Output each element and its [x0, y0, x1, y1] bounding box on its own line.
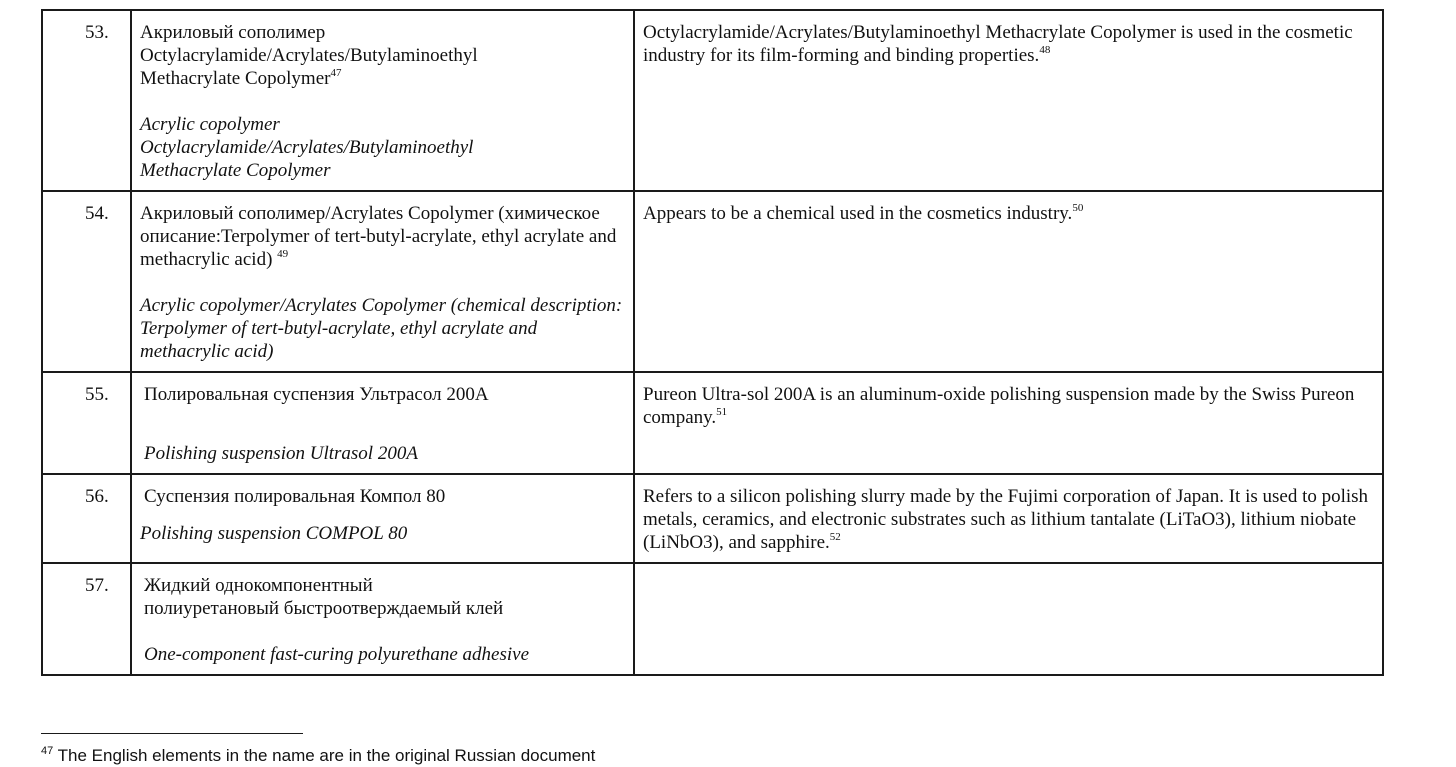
row-number: 53. [42, 10, 131, 191]
row-number: 54. [42, 191, 131, 372]
footnote-ref[interactable]: 48 [1039, 44, 1051, 56]
name-russian: Жидкий однокомпонентный полиуретановый быстроотверждаемый клей [144, 575, 504, 619]
description-cell [634, 474, 1383, 563]
substance-name-cell [131, 372, 634, 474]
description-cell [634, 563, 1383, 675]
footnote-text: The English elements in the name are in the original Russian document [53, 746, 596, 765]
row-number: 57. [42, 563, 131, 675]
name-russian: Полировальная суспензия Ультрасол 200А [144, 384, 489, 405]
table-row [42, 563, 1383, 675]
row-number: 55. [42, 372, 131, 474]
table-row [42, 474, 1383, 563]
table-row [42, 191, 1383, 372]
footnote-ref[interactable]: 49 [277, 248, 289, 260]
footnote-ref[interactable]: 47 [330, 67, 342, 79]
substances-table [41, 9, 1384, 676]
footnote-ref[interactable]: 51 [716, 406, 728, 418]
description-cell [634, 191, 1383, 372]
footnote-ref[interactable]: 52 [829, 531, 841, 543]
table-row [42, 372, 1383, 474]
name-russian: Суспензия полировальная Компол 80 [144, 486, 446, 507]
description-text: Octylacrylamide/Acrylates/Butylaminoethyl Methacrylate Copolymer is used in the cosmetic industry for its film-forming and binding properties. [643, 22, 1353, 66]
name-english: Polishing suspension COMPOL 80 [140, 523, 408, 544]
name-russian: Акриловый сополимер Octylacrylamide/Acrylates/Butylaminoethyl Methacrylate Copolymer$^{47}$ [140, 22, 478, 89]
row-number: 56. [42, 474, 131, 563]
footnote [41, 745, 595, 767]
name-english: One-component fast-curing polyurethane adhesive [144, 644, 530, 665]
substance-name-cell [131, 474, 634, 563]
name-english: Acrylic copolymer Octylacrylamide/Acrylates/Butylaminoethyl Methacrylate Copolymer [140, 114, 474, 181]
substance-name-cell [131, 563, 634, 675]
description-text: Appears to be a chemical used in the cosmetics industry. [643, 203, 1073, 224]
description-text: Refers to a silicon polishing slurry made by the Fujimi corporation of Japan. It is used to polish metals, ceramics, and electronic substrates such as lithium tantalate (LiTaO3), lithium niobate (LiNbO3), and sapphire. [643, 486, 1369, 553]
description-text: Pureon Ultra-sol 200A is an aluminum-oxide polishing suspension made by the Swiss Pureon company. [643, 384, 1355, 428]
footnote-marker: 47 [41, 745, 54, 757]
footnote-ref[interactable]: 50 [1072, 202, 1084, 214]
description-cell [634, 10, 1383, 191]
name-english: Acrylic copolymer/Acrylates Copolymer (chemical description: Terpolymer of tert-butyl-acrylate, ethyl acrylate and methacrylic acid) [140, 295, 623, 362]
footnote-separator [41, 733, 303, 734]
substance-name-cell [131, 10, 634, 191]
name-russian: Акриловый сополимер/Acrylates Copolymer (химическое описание:Terpolymer of tert-butyl-acrylate, ethyl acrylate and methacrylic acid) $^{49}$ [140, 203, 617, 270]
table-row [42, 10, 1383, 191]
substance-name-cell [131, 191, 634, 372]
name-english: Polishing suspension Ultrasol 200A [144, 443, 418, 464]
description-cell [634, 372, 1383, 474]
